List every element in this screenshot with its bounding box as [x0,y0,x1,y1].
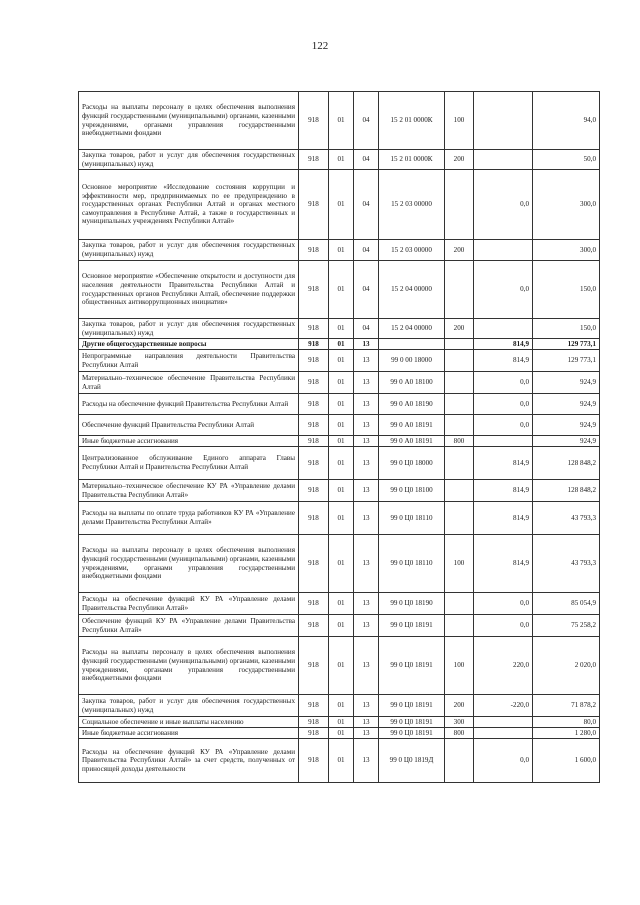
total-amount: 150,0 [533,261,600,319]
target-article-code: 99 0 00 18000 [379,350,445,372]
section-code: 01 [329,150,354,170]
subsection-code: 13 [354,372,379,394]
change-amount: 814,9 [474,350,533,372]
row-name: Расходы на выплаты персоналу в целях обеспечения выполнения функций государственными (муниципальными) органами, казенными учреждениями, органами управления государственными внебюджетными фондами [79,92,299,150]
change-amount [474,92,533,150]
admin-code: 918 [299,615,329,637]
table-row [79,739,600,783]
expense-type-code: 200 [445,240,474,261]
section-code: 01 [329,447,354,480]
row-name: Основное мероприятие «Обеспечение открытости и доступности для населения деятельности Правительства Республики Алтай и государственных органов Республики Алтай, обеспечение поддержки общественных антикоррупционных инициатив» [79,261,299,319]
row-name: Закупка товаров, работ и услуг для обеспечения государственных (муниципальных) нужд [79,319,299,339]
total-amount: 300,0 [533,170,600,240]
expense-type-code [445,480,474,502]
change-amount: 0,0 [474,415,533,436]
subsection-code: 13 [354,480,379,502]
total-amount: 2 020,0 [533,637,600,695]
change-amount: 0,0 [474,261,533,319]
row-name: Расходы на обеспечение функций Правительства Республики Алтай [79,394,299,415]
table-row [79,447,600,480]
change-amount: 814,9 [474,339,533,350]
admin-code: 918 [299,240,329,261]
change-amount: 220,0 [474,637,533,695]
section-code: 01 [329,92,354,150]
section-code: 01 [329,739,354,783]
row-name: Закупка товаров, работ и услуг для обеспечения государственных (муниципальных) нужд [79,695,299,717]
subsection-code: 13 [354,502,379,535]
subsection-code: 04 [354,240,379,261]
table-row [79,415,600,436]
section-code: 01 [329,717,354,728]
admin-code: 918 [299,170,329,240]
expense-type-code: 300 [445,717,474,728]
section-code: 01 [329,372,354,394]
table-row [79,535,600,593]
row-name: Непрограммные направления деятельности Правительства Республики Алтай [79,350,299,372]
admin-code: 918 [299,728,329,739]
section-code: 01 [329,415,354,436]
row-name: Другие общегосударственные вопросы [79,339,299,350]
subsection-code: 13 [354,339,379,350]
table-row [79,261,600,319]
row-name: Расходы на выплаты по оплате труда работников КУ РА «Управление делами Правительства Республики Алтай» [79,502,299,535]
total-amount: 924,9 [533,372,600,394]
total-amount: 128 848,2 [533,447,600,480]
total-amount: 1 280,0 [533,728,600,739]
admin-code: 918 [299,436,329,447]
admin-code: 918 [299,372,329,394]
change-amount: 814,9 [474,480,533,502]
total-amount: 71 878,2 [533,695,600,717]
section-code: 01 [329,394,354,415]
admin-code: 918 [299,339,329,350]
table-row [79,637,600,695]
target-article-code: 99 0 А0 18191 [379,415,445,436]
change-amount [474,319,533,339]
section-code: 01 [329,637,354,695]
target-article-code: 99 0 А0 18191 [379,436,445,447]
section-code: 01 [329,695,354,717]
change-amount [474,717,533,728]
target-article-code: 15 2 04 00000 [379,319,445,339]
change-amount: 0,0 [474,372,533,394]
total-amount: 1 600,0 [533,739,600,783]
admin-code: 918 [299,717,329,728]
change-amount: 814,9 [474,535,533,593]
subsection-code: 13 [354,593,379,615]
total-amount: 924,9 [533,436,600,447]
table-row [79,436,600,447]
change-amount: 0,0 [474,593,533,615]
target-article-code: 15 2 04 00000 [379,261,445,319]
section-code: 01 [329,480,354,502]
total-amount: 128 848,2 [533,480,600,502]
table-row [79,150,600,170]
admin-code: 918 [299,637,329,695]
change-amount: 0,0 [474,739,533,783]
admin-code: 918 [299,394,329,415]
target-article-code: 99 0 А0 18100 [379,372,445,394]
change-amount: 0,0 [474,615,533,637]
total-amount: 129 773,1 [533,339,600,350]
row-name: Иные бюджетные ассигнования [79,436,299,447]
admin-code: 918 [299,447,329,480]
expense-type-code [445,261,474,319]
table-row [79,593,600,615]
subsection-code: 04 [354,92,379,150]
subsection-code: 13 [354,637,379,695]
section-code: 01 [329,535,354,593]
subsection-code: 13 [354,535,379,593]
section-code: 01 [329,350,354,372]
target-article-code: 99 0 Ц0 18100 [379,480,445,502]
admin-code: 918 [299,593,329,615]
expense-type-code [445,593,474,615]
target-article-code: 99 0 Ц0 18110 [379,502,445,535]
table-row [79,170,600,240]
section-code: 01 [329,436,354,447]
section-code: 01 [329,339,354,350]
section-code: 01 [329,728,354,739]
row-name: Закупка товаров, работ и услуг для обеспечения государственных (муниципальных) нужд [79,150,299,170]
total-amount: 50,0 [533,150,600,170]
total-amount: 924,9 [533,415,600,436]
budget-table [78,91,600,783]
table-row [79,615,600,637]
admin-code: 918 [299,150,329,170]
expense-type-code: 200 [445,150,474,170]
expense-type-code [445,615,474,637]
table-row [79,728,600,739]
total-amount: 75 258,2 [533,615,600,637]
admin-code: 918 [299,261,329,319]
row-name: Основное мероприятие «Исследование состояния коррупции и эффективности мер, предпринимаемых по ее предупреждению в государственных органах Республики Алтай и органах местного самоуправления в Республике Алтай, а также в государственных и муниципальных учреждениях Республики Алтай» [79,170,299,240]
table-row [79,339,600,350]
total-amount: 924,9 [533,394,600,415]
table-row [79,695,600,717]
target-article-code [379,339,445,350]
total-amount: 85 054,9 [533,593,600,615]
table-row [79,480,600,502]
target-article-code: 99 0 Ц0 18110 [379,535,445,593]
subsection-code: 04 [354,261,379,319]
total-amount: 300,0 [533,240,600,261]
row-name: Централизованное обслуживание Единого аппарата Главы Республики Алтай и Правительства Республики Алтай [79,447,299,480]
table-row [79,92,600,150]
admin-code: 918 [299,739,329,783]
target-article-code: 99 0 Ц0 18191 [379,717,445,728]
total-amount: 94,0 [533,92,600,150]
expense-type-code: 100 [445,637,474,695]
change-amount: 0,0 [474,394,533,415]
change-amount: -220,0 [474,695,533,717]
section-code: 01 [329,240,354,261]
expense-type-code [445,447,474,480]
expense-type-code: 800 [445,728,474,739]
row-name: Расходы на выплаты персоналу в целях обеспечения выполнения функций государственными (муниципальными) органами, казенными учреждениями, органами управления государственными внебюджетными фондами [79,535,299,593]
section-code: 01 [329,319,354,339]
expense-type-code: 100 [445,535,474,593]
expense-type-code [445,415,474,436]
row-name: Иные бюджетные ассигнования [79,728,299,739]
subsection-code: 04 [354,150,379,170]
expense-type-code: 200 [445,319,474,339]
expense-type-code [445,739,474,783]
section-code: 01 [329,502,354,535]
row-name: Расходы на обеспечение функций КУ РА «Управление делами Правительства Республики Алтай» [79,593,299,615]
subsection-code: 13 [354,728,379,739]
change-amount [474,436,533,447]
admin-code: 918 [299,695,329,717]
admin-code: 918 [299,480,329,502]
row-name: Материально–техническое обеспечение Правительства Республики Алтай [79,372,299,394]
change-amount: 814,9 [474,447,533,480]
target-article-code: 99 0 Ц0 1819Д [379,739,445,783]
change-amount: 0,0 [474,170,533,240]
row-name: Расходы на выплаты персоналу в целях обеспечения выполнения функций государственными (муниципальными) органами, казенными учреждениями, органами управления государственными внебюджетными фондами [79,637,299,695]
target-article-code: 15 2 03 00000 [379,240,445,261]
target-article-code: 15 2 03 00000 [379,170,445,240]
expense-type-code: 800 [445,436,474,447]
expense-type-code: 100 [445,92,474,150]
section-code: 01 [329,593,354,615]
change-amount [474,240,533,261]
subsection-code: 13 [354,695,379,717]
table-row [79,319,600,339]
admin-code: 918 [299,350,329,372]
change-amount: 814,9 [474,502,533,535]
subsection-code: 13 [354,436,379,447]
section-code: 01 [329,615,354,637]
target-article-code: 99 0 А0 18190 [379,394,445,415]
subsection-code: 13 [354,415,379,436]
admin-code: 918 [299,319,329,339]
row-name: Материально–техническое обеспечение КУ РА «Управление делами Правительства Республики Алтай» [79,480,299,502]
row-name: Социальное обеспечение и иные выплаты населению [79,717,299,728]
admin-code: 918 [299,535,329,593]
row-name: Обеспечение функций Правительства Республики Алтай [79,415,299,436]
total-amount: 129 773,1 [533,350,600,372]
page-number: 122 [311,40,329,52]
target-article-code: 15 2 01 0000К [379,150,445,170]
admin-code: 918 [299,415,329,436]
subsection-code: 13 [354,394,379,415]
total-amount: 43 793,3 [533,502,600,535]
table-row [79,502,600,535]
subsection-code: 04 [354,170,379,240]
expense-type-code [445,502,474,535]
expense-type-code: 200 [445,695,474,717]
expense-type-code [445,350,474,372]
change-amount [474,728,533,739]
section-code: 01 [329,170,354,240]
total-amount: 80,0 [533,717,600,728]
table-row [79,394,600,415]
total-amount: 150,0 [533,319,600,339]
table-row [79,372,600,394]
subsection-code: 04 [354,319,379,339]
change-amount [474,150,533,170]
table-row [79,350,600,372]
row-name: Обеспечение функций КУ РА «Управление делами Правительства Республики Алтай» [79,615,299,637]
admin-code: 918 [299,92,329,150]
table-row [79,717,600,728]
target-article-code: 99 0 Ц0 18191 [379,695,445,717]
expense-type-code [445,170,474,240]
target-article-code: 99 0 Ц0 18000 [379,447,445,480]
target-article-code: 99 0 Ц0 18191 [379,637,445,695]
target-article-code: 15 2 01 0000К [379,92,445,150]
table-row [79,240,600,261]
expense-type-code [445,372,474,394]
target-article-code: 99 0 Ц0 18190 [379,593,445,615]
subsection-code: 13 [354,739,379,783]
section-code: 01 [329,261,354,319]
subsection-code: 13 [354,615,379,637]
target-article-code: 99 0 Ц0 18191 [379,615,445,637]
row-name: Закупка товаров, работ и услуг для обеспечения государственных (муниципальных) нужд [79,240,299,261]
expense-type-code [445,339,474,350]
row-name: Расходы на обеспечение функций КУ РА «Управление делами Правительства Республики Алтай» за счет средств, полученных от приносящей доходы деятельности [79,739,299,783]
target-article-code: 99 0 Ц0 18191 [379,728,445,739]
subsection-code: 13 [354,447,379,480]
total-amount: 43 793,3 [533,535,600,593]
admin-code: 918 [299,502,329,535]
subsection-code: 13 [354,717,379,728]
subsection-code: 13 [354,350,379,372]
expense-type-code [445,394,474,415]
